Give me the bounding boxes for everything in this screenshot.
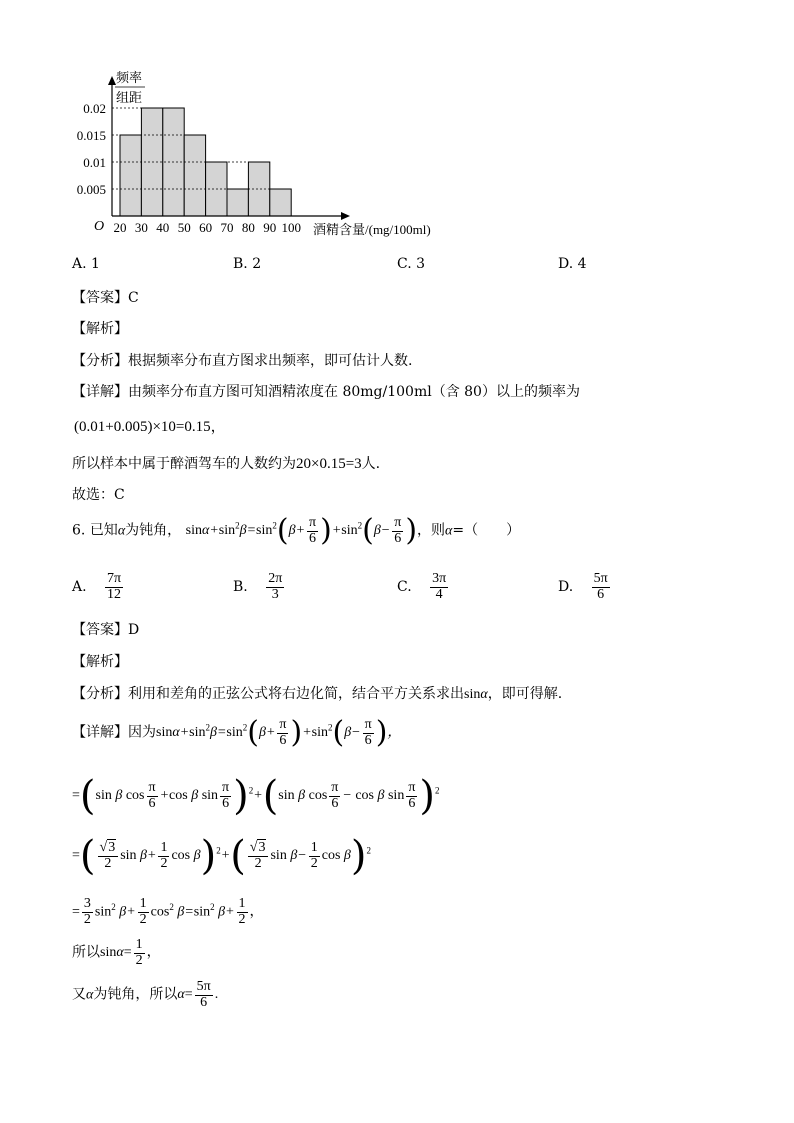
x-tick-label: 40	[156, 220, 170, 235]
histogram-bar	[184, 135, 205, 216]
q6-xiangjie-line1: 【详解】因为$\sin\alpha+\sin^2\beta=\sin^2(\beta+$ $\frac{\pi}{6}$ )$+\sin^2(\beta-$ $\frac{\pi}{6}$ )，	[72, 715, 402, 751]
q6-final: 又α为钝角，所以α= $\frac{5\pi}{6}$ .	[72, 979, 219, 1010]
q6-stem-pre: 已知	[89, 522, 118, 539]
q5-conclusion	[72, 453, 380, 473]
q6-step-values: =( $\frac{√3}{2}$ sin β+ $\frac{1}{2}$ cos β)$^2$+( $\frac{√3}{2}$ sin β− $\frac{1}{2}$ cos β)$^2$	[72, 833, 372, 879]
q6-stem-blank: =（ ）	[452, 522, 521, 539]
q6-fenxi: 【分析】利用和差角的正弦公式将右边化简，结合平方关系求出sinα，即可得解.	[72, 686, 563, 702]
q6-stem-post: ，则	[417, 522, 446, 539]
x-axis-arrow	[341, 212, 350, 220]
q6-option-b: B. $\frac{2\pi}{3}$	[233, 571, 283, 602]
x-tick-label: 30	[134, 220, 148, 235]
q5-conclusion-post: 人.	[361, 456, 381, 472]
q6-option-c: C. $\frac{3\pi}{4}$	[397, 571, 447, 602]
histogram-bar	[120, 135, 141, 216]
q6-answer: 【答案】D	[72, 622, 140, 638]
q5-option-b: B. 2	[233, 256, 262, 272]
origin-label: O	[94, 219, 105, 234]
q5-option-a: A. 1	[72, 256, 100, 272]
histogram-bar	[227, 189, 248, 216]
q5-xiangjie: 【详解】由频率分布直方图可知酒精浓度在 80mg/100ml（含 80）以上的频率为	[72, 384, 580, 400]
q5-analysis-title: 【解析】	[72, 321, 128, 337]
q5-calculation: (0.01+0.005)×10=0.15，	[74, 419, 226, 435]
q6-equation: $\sin\alpha+\sin^2\beta=\sin^2(\beta+$ $\frac{\pi}{6}$ )$+\sin^2(\beta-$ $\frac{\pi}{6}$ )	[185, 513, 418, 549]
q5-fenxi: 【分析】根据频率分布直方图求出频率，即可估计人数.	[72, 353, 413, 369]
x-tick-label: 90	[263, 220, 277, 235]
q5-choose: 故选：C	[72, 487, 125, 503]
q5-option-d: D. 4	[558, 256, 587, 272]
y-axis-arrow	[108, 76, 116, 85]
q6-option-d: D. $\frac{5\pi}{6}$	[558, 571, 608, 602]
q5-conclusion-pre: 所以样本中属于醉酒驾车的人数约为	[72, 456, 296, 472]
q6-number: 6.	[72, 522, 86, 539]
q5-conclusion-math: 20×0.15=3	[296, 456, 362, 472]
x-axis-label: 酒精含量/(mg/100ml)	[313, 222, 431, 237]
q6-option-a: A. $\frac{7\pi}{12}$	[72, 571, 122, 602]
q5-option-c: C. 3	[397, 256, 426, 272]
y-tick-label: 0.02	[83, 101, 106, 116]
q6-analysis-title: 【解析】	[72, 654, 128, 670]
q6-stem-mid: 为钝角，	[125, 522, 182, 539]
x-tick-label: 80	[241, 220, 255, 235]
y-tick-label: 0.015	[76, 128, 106, 143]
q6-step-result: 所以sinα= $\frac{1}{2}$ ，	[72, 937, 161, 968]
y-tick-label: 0.01	[83, 155, 106, 170]
q6-stem: 6. 已知α为钝角， $\sin\alpha+\sin^2\beta=\sin^2(\beta+$ $\frac{\pi}{6}$ )$+\sin^2(\beta-$ $\frac{\pi}{6}$ )，则α=（ ）	[72, 513, 521, 549]
histogram-bar	[270, 189, 291, 216]
frequency-histogram	[60, 62, 460, 244]
x-tick-label: 70	[220, 220, 234, 235]
x-tick-label: 60	[199, 220, 213, 235]
x-tick-label: 20	[113, 220, 127, 235]
histogram-bar	[248, 162, 269, 216]
q6-step-expand: =(sin β cos $\frac{\pi}{6}$ +cos β sin $\frac{\pi}{6}$ )$^2$+(sin β cos $\frac{\pi}{6}$ − cos β sin $\frac{\pi}{6}$ )$^2$	[72, 773, 440, 819]
y-label-denominator: 组距	[116, 90, 143, 105]
q5-answer: 【答案】C	[72, 290, 139, 306]
q6-step-simplify: = $\frac{3}{2}$ $\sin^2 \beta+$ $\frac{1}{2}$ $\cos^2 \beta=\sin^2$ β+ $\frac{1}{2}$ ，	[72, 896, 264, 927]
y-tick-label: 0.005	[76, 182, 106, 197]
y-label-numerator: 频率	[116, 70, 143, 85]
x-tick-label: 100	[281, 220, 301, 235]
x-tick-label: 50	[177, 220, 191, 235]
